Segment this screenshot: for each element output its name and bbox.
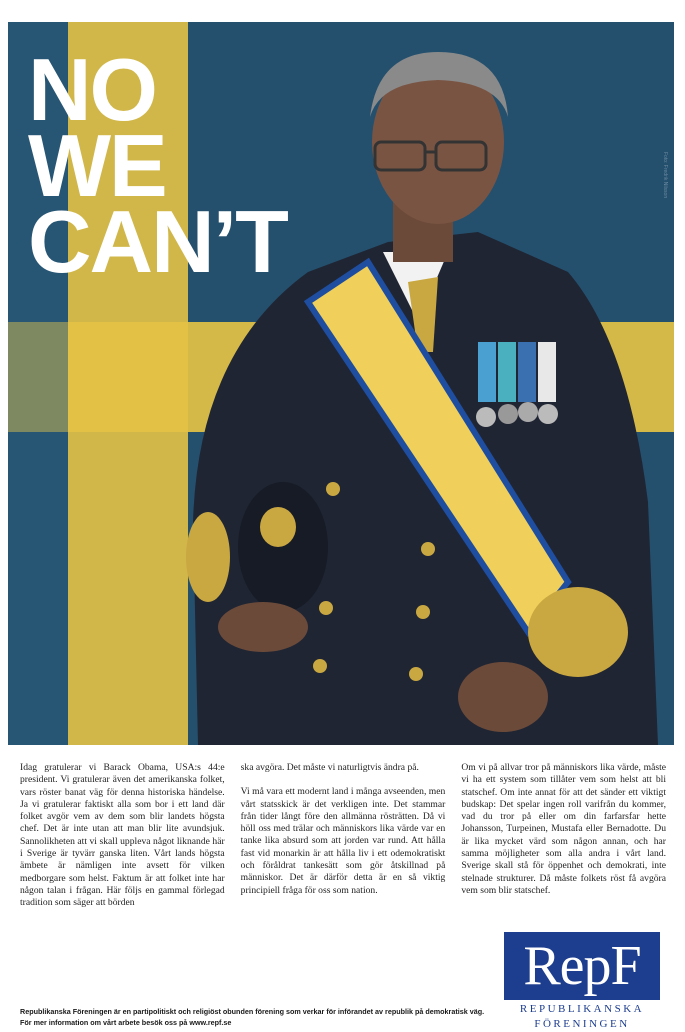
body-text [20,762,666,922]
footer-website-info: För mer information om vårt arbete besök oss på www.repf.se [20,1018,232,1027]
paragraph: Om vi på allvar tror på människors lika värde, måste vi ha ett system som tillåter vem som helst att bli statschef. Om inte annat för att det sänder ett viktigt budskap: Det spelar ingen roll varifrån du kommer, vad du tror på eller om din farfarsfar hette Johansson, Turpeinen, Mustafa eller Bernadotte. Du är lika mycket värd som någon annan, och har samma möjligheter som alla andra i vårt land. Sverige skall stå för öppenhet och demokrati, inte stelnade strukturer. Då måste folkets röst få avgöra vem som blir statschef. [461,762,667,896]
headline-line-1: NO [28,40,156,139]
footer [20,1006,490,1028]
logo-line-2: FÖRENINGEN [534,1018,630,1030]
photo-credit: Foto: Fredrik Nilsson [662,152,668,199]
paragraph: Idag gratulerar vi Barack Obama, USA:s 44:e president. Vi gratulerar även det amerikanska folket, vars röster banat väg för denna historiska händelse. Ja vi gratulerar faktiskt alla som bor i ett land där folket avgör vem av dem som blir landets högsta chef. Det är inte utan att man blir lite avundsjuk. Sannolikheten att vi skall uppleva något liknande här i Sverige är tyvärr ganska liten. Vårt lands högsta ämbete är nämligen inte avsett för vilken medborgare som helst. Faktum är att folket inte har någon talan i frågan. Här följs en gammal förlegad tradition som säger att börden [20,762,225,909]
body-column-2 [241,762,446,922]
paragraph: Vi må vara ett modernt land i många avseenden, men vårt statsskick är det verkligen inte. Det stammar från tider långt före den allmänna rösträtten. Då vi höll oss med trälar och människors lika värde var en tanke lika absurd som att jorden var rund. Att hålla fast vid monarkin är att hålla liv i ett odemokratiskt och föråldrat tankesätt som gör åtskillnad på människor. Det är därför detta är en så viktig principiell fråga för oss som nation. [240,786,446,896]
body-column-1 [20,762,225,922]
paragraph: ska avgöra. Det måste vi naturligtvis ändra på. [240,762,419,773]
repf-logo [504,932,660,1028]
headline-line-3: CAN’T [28,192,287,291]
logo-mark: RepF [504,932,660,1000]
logo-line-1: REPUBLIKANSKA [519,1003,645,1015]
headline [28,40,287,291]
headline-line-2: WE [28,116,166,215]
body-column-3 [461,762,666,922]
footer-description: Republikanska Föreningen är en partipolitiskt och religiöst obunden förening som verkar för införandet av republik på demokratisk väg. [20,1007,485,1016]
hero-photo [8,22,674,745]
